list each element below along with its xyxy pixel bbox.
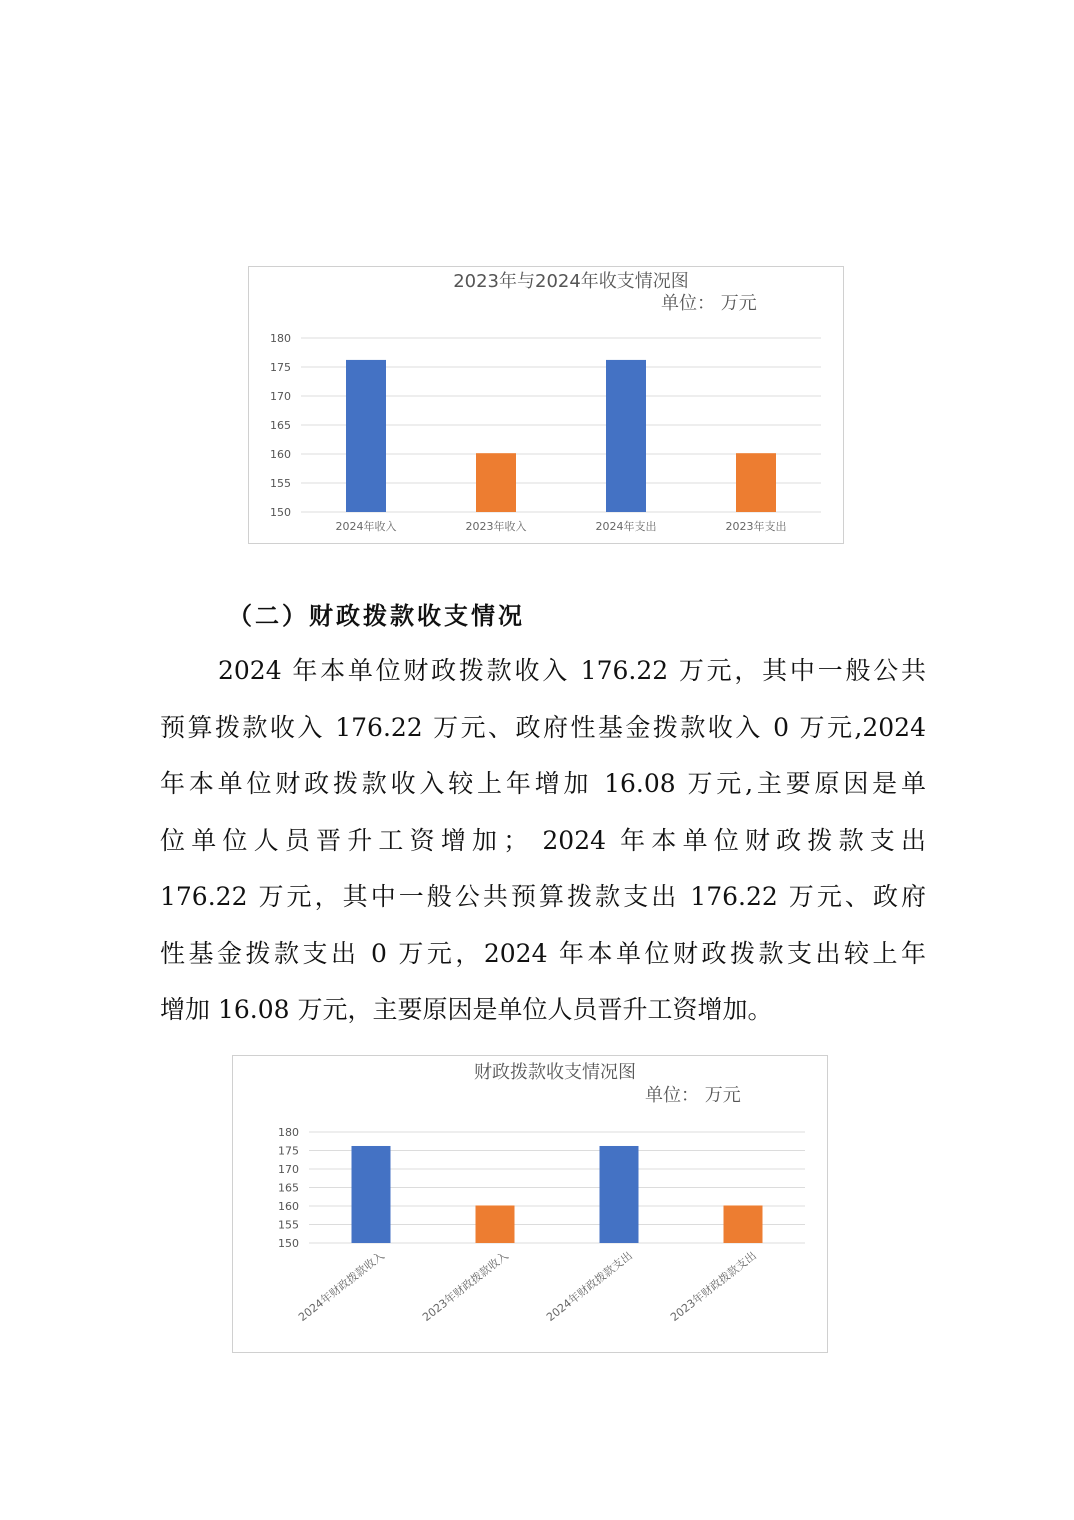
bar <box>346 360 386 512</box>
y-tick-label: 180 <box>278 1126 299 1139</box>
x-category-label: 2023年财政拨款支出 <box>668 1249 759 1325</box>
bar <box>476 453 516 512</box>
chart-unit-label: 单位： 万元 <box>661 293 757 314</box>
y-tick-label: 150 <box>278 1237 299 1250</box>
y-tick-label: 155 <box>270 477 291 490</box>
fiscal-appropriation-chart-svg <box>233 1056 827 1352</box>
y-tick-label: 150 <box>270 506 291 519</box>
x-category-label: 2023年支出 <box>725 520 787 533</box>
y-tick-label: 175 <box>278 1144 299 1158</box>
bar <box>724 1205 763 1243</box>
chart-title: 2023年与2024年收支情况图 <box>453 271 689 292</box>
income-expense-chart <box>248 266 844 544</box>
y-tick-label: 165 <box>278 1181 299 1195</box>
bar <box>476 1205 515 1243</box>
section-heading: （二）财政拨款收支情况 <box>228 601 525 630</box>
y-tick-label: 155 <box>278 1218 299 1232</box>
x-category-label: 2024年财政拨款收入 <box>296 1249 387 1325</box>
bar <box>606 360 646 512</box>
bar <box>352 1146 391 1243</box>
paragraph-line: 预算拨款收入 176.22 万元、政府性基金拨款收入 0 万元,2024 <box>160 712 926 742</box>
y-tick-label: 175 <box>270 361 291 374</box>
x-category-label: 2024年收入 <box>335 520 397 533</box>
fiscal-appropriation-chart <box>232 1055 828 1353</box>
paragraph-line: 性基金拨款支出 0 万元，2024 年本单位财政拨款支出较上年 <box>160 938 926 968</box>
y-tick-label: 160 <box>270 448 291 461</box>
chart-unit-label: 单位： 万元 <box>645 1085 741 1106</box>
bar <box>736 453 776 512</box>
x-category-label: 2024年财政拨款支出 <box>544 1249 635 1325</box>
paragraph-line: 增加 16.08 万元，主要原因是单位人员晋升工资增加。 <box>160 995 773 1024</box>
paragraph-line: 176.22 万元，其中一般公共预算拨款支出 176.22 万元、政府 <box>160 882 926 911</box>
income-expense-chart-svg <box>249 267 843 543</box>
y-tick-label: 160 <box>278 1200 299 1213</box>
paragraph-line: 2024 年本单位财政拨款收入 176.22 万元，其中一般公共 <box>218 656 926 685</box>
y-tick-label: 165 <box>270 419 291 432</box>
chart-title: 财政拨款收支情况图 <box>474 1062 636 1083</box>
y-tick-label: 180 <box>270 332 291 345</box>
body-paragraph <box>160 643 926 1039</box>
paragraph-line: 位单位人员晋升工资增加； 2024 年本单位财政拨款支出 <box>160 825 926 855</box>
x-category-label: 2023年收入 <box>465 520 527 533</box>
x-category-label: 2024年支出 <box>595 520 657 533</box>
x-category-label: 2023年财政拨款收入 <box>420 1249 511 1325</box>
y-tick-label: 170 <box>270 390 291 403</box>
paragraph-line: 年本单位财政拨款收入较上年增加 16.08 万元,主要原因是单 <box>160 769 926 798</box>
bar <box>600 1146 639 1243</box>
y-tick-label: 170 <box>278 1163 299 1176</box>
